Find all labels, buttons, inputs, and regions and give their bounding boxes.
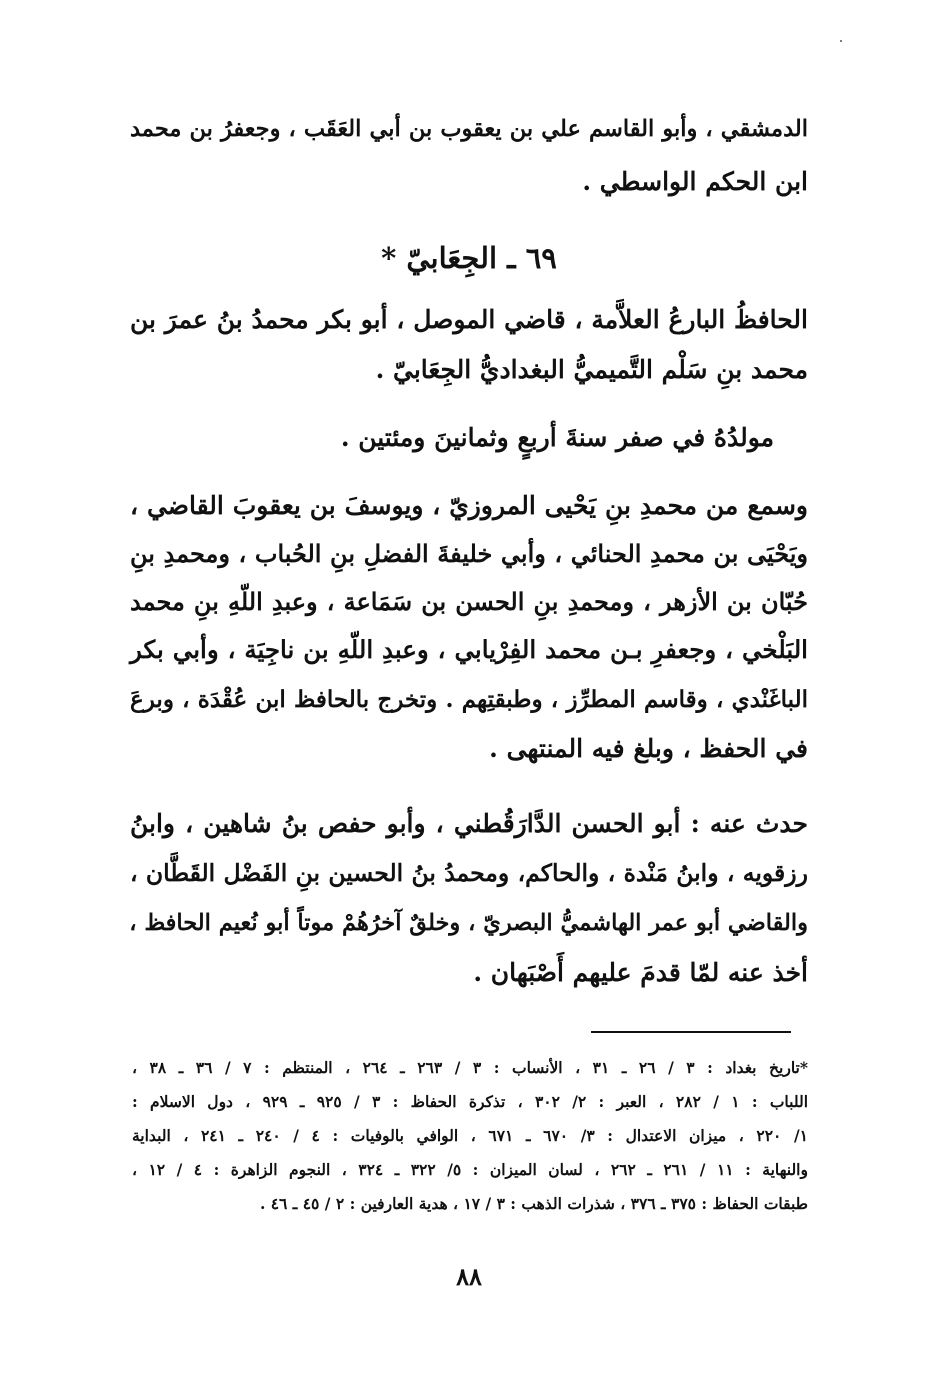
footnote-line-1: *تاريخ بغداد : ٣ / ٢٦ ـ ٣١ ، الأنساب : ٣ / ٢٦٣ ـ ٢٦٤ ، المنتظم : ٧ / ٣٦ ـ ٣٨ ، bbox=[132, 1058, 808, 1077]
paragraph-1-line-2: محمد بنِ سَلْم التَّميميُّ البغداديُّ الجِعَابيّ . bbox=[375, 355, 808, 384]
footnote-line-3: ١/ ٢٢٠ ، ميزان الاعتدال : ٣/ ٦٧٠ ـ ٦٧١ ، الوافي بالوفيات : ٤ / ٢٤٠ ـ ٢٤١ ، البداية bbox=[132, 1126, 808, 1145]
paragraph-3-line-2: ويَحْيَى بن محمدِ الحنائي ، وأبي خليفةَ الفضلِ بنِ الحُباب ، ومحمدِ بنِ bbox=[130, 539, 808, 568]
paragraph-4-line-1: حدث عنه : أبو الحسن الدَّارَقُطني ، وأبو حفص بنُ شاهين ، وابنُ bbox=[130, 809, 808, 838]
paragraph-3-line-6: في الحفظ ، وبلغ فيه المنتهى . bbox=[489, 734, 808, 763]
footnote-line-4: والنهاية : ١١ / ٢٦١ ـ ٢٦٢ ، لسان الميزان : ٥/ ٣٢٢ ـ ٣٢٤ ، النجوم الزاهرة : ٤ / ١٢ ، bbox=[132, 1160, 808, 1179]
continuation-line-2: ابن الحكم الواسطي . bbox=[582, 167, 808, 196]
paragraph-3-line-5: الباغَنْدي ، وقاسم المطرِّز ، وطبقتِهم . وتخرج بالحافظ ابن عُقْدَة ، وبرعَ bbox=[130, 686, 808, 713]
entry-heading: ٦٩ ـ الجِعَابيّ * bbox=[381, 241, 557, 275]
paragraph-2-line-1: مولدُهُ في صفر سنةَ أربعٍ وثمانينَ ومئتين . bbox=[340, 423, 774, 452]
paragraph-4-line-2: رزقويه ، وابنُ مَنْدة ، والحاكم، ومحمدُ بنُ الحسين بنِ الفَضْل القَطَّان ، bbox=[130, 859, 808, 887]
page-number: ٨٨ bbox=[456, 1262, 482, 1291]
footnote-line-5: طبقات الحفاظ : ٣٧٥ ـ ٣٧٦ ، شذرات الذهب : ٣ / ١٧ ، هدية العارفين : ٢ / ٤٥ ـ ٤٦ . bbox=[259, 1194, 808, 1213]
footnote-line-2: اللباب : ١ / ٢٨٢ ، العبر : ٢/ ٣٠٢ ، تذكرة الحفاظ : ٣ / ٩٢٥ ـ ٩٢٩ ، دول الاسلام : bbox=[132, 1092, 808, 1111]
paragraph-4-line-4: أخذ عنه لمّا قدمَ عليهم أَصْبَهان . bbox=[473, 958, 808, 987]
paragraph-3-line-4: البَلْخي ، وجعفرِ بـن محمد الفِرْيابي ، وعبدِ اللّهِ بن ناجِيَة ، وأبي بكر bbox=[130, 635, 808, 664]
paragraph-3-line-3: حُبّان بن الأزهر ، ومحمدِ بنِ الحسن بن سَمَاعة ، وعبدِ اللّهِ بنِ محمد bbox=[130, 587, 808, 616]
footnote-separator bbox=[591, 1031, 791, 1033]
scan-speck bbox=[840, 40, 842, 42]
paragraph-4-line-3: والقاضي أبو عمر الهاشميُّ البصريّ ، وخلقٌ آخرُهُمْ موتاً أبو نُعيم الحافظ ، bbox=[129, 910, 808, 936]
continuation-line-1: الدمشقي ، وأبو القاسم علي بن يعقوب بن أبي العَقَب ، وجعفرُ بن محمد bbox=[130, 116, 808, 142]
paragraph-3-line-1: وسمع من محمدِ بنِ يَحْيى المروزيّ ، ويوسفَ بن يعقوبَ القاضي ، bbox=[130, 491, 808, 520]
paragraph-1-line-1: الحافظُ البارعُ العلاَّمة ، قاضي الموصل ، أبو بكر محمدُ بنُ عمرَ بن bbox=[130, 305, 808, 334]
